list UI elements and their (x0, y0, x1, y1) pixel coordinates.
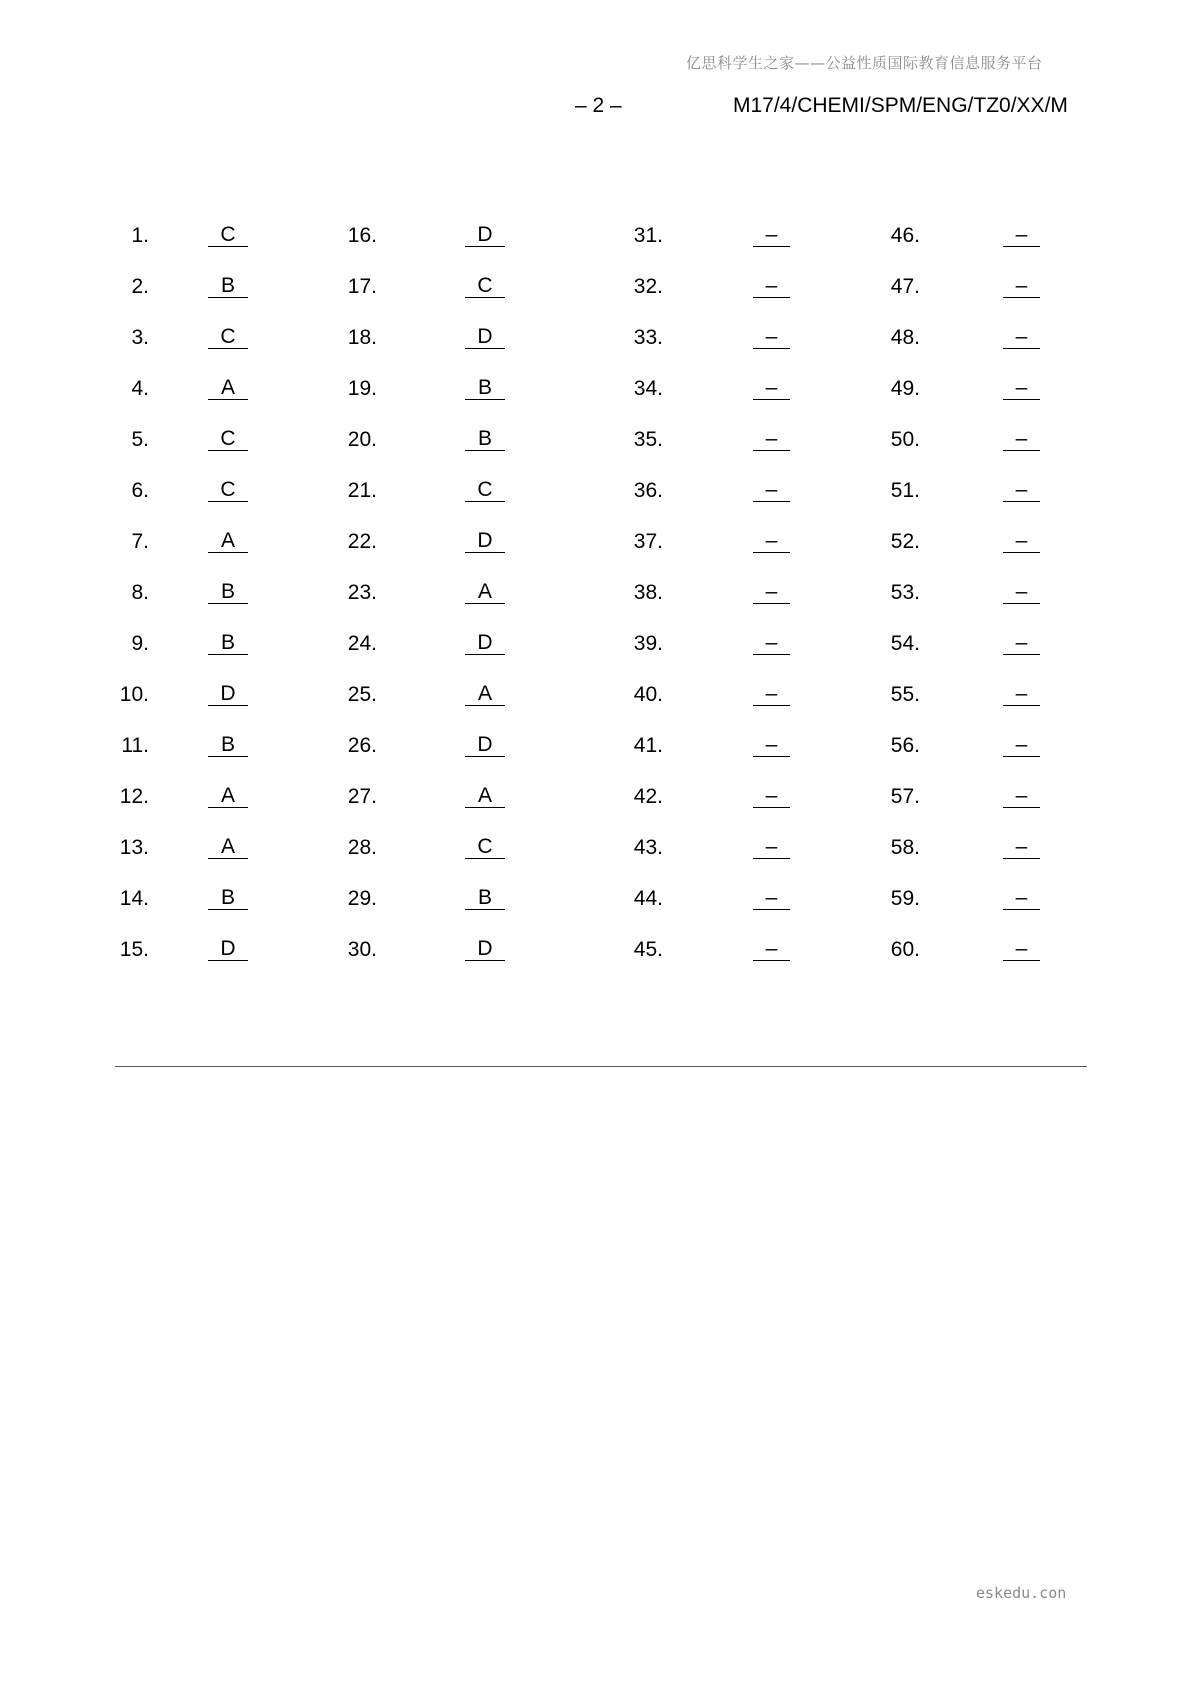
answer-key: – (753, 479, 790, 502)
answer-key: – (1003, 530, 1040, 553)
question-number: 53. (890, 581, 920, 604)
question-number: 31. (633, 224, 663, 247)
answer-key: D (465, 938, 505, 961)
question-number: 32. (633, 275, 663, 298)
question-number: 19. (347, 377, 377, 400)
question-number: 26. (347, 734, 377, 757)
question-number: 56. (890, 734, 920, 757)
answer-key: A (208, 377, 248, 400)
question-number: 4. (131, 377, 149, 400)
question-number: 39. (633, 632, 663, 655)
answer-key: – (1003, 887, 1040, 910)
answer-key: – (1003, 836, 1040, 859)
answer-key: – (753, 938, 790, 961)
answer-key: A (465, 581, 505, 604)
answer-key: A (208, 836, 248, 859)
answer-key: – (1003, 326, 1040, 349)
question-number: 2. (131, 275, 149, 298)
question-number: 50. (890, 428, 920, 451)
answer-key: – (753, 428, 790, 451)
answer-key: – (1003, 785, 1040, 808)
answer-key: – (753, 326, 790, 349)
answer-key: – (753, 734, 790, 757)
question-number: 18. (347, 326, 377, 349)
question-number: 30. (347, 938, 377, 961)
question-number: 29. (347, 887, 377, 910)
answer-key: – (1003, 224, 1040, 247)
answer-key: A (465, 785, 505, 808)
question-number: 17. (347, 275, 377, 298)
document-code: M17/4/CHEMI/SPM/ENG/TZ0/XX/M (733, 94, 1068, 117)
question-number: 33. (633, 326, 663, 349)
question-number: 7. (131, 530, 149, 553)
question-number: 34. (633, 377, 663, 400)
answer-key: D (465, 632, 505, 655)
answer-key: B (208, 734, 248, 757)
watermark-text: 亿思科学生之家——公益性质国际教育信息服务平台 (686, 54, 1043, 72)
question-number: 42. (633, 785, 663, 808)
question-number: 37. (633, 530, 663, 553)
answer-key: – (1003, 377, 1040, 400)
page-number: – 2 – (575, 94, 622, 117)
question-number: 3. (131, 326, 149, 349)
question-number: 11. (121, 734, 149, 757)
answer-key: C (465, 275, 505, 298)
answer-key: C (208, 224, 248, 247)
answer-key: B (208, 632, 248, 655)
answer-key: B (208, 581, 248, 604)
answer-key: – (1003, 428, 1040, 451)
question-number: 41. (633, 734, 663, 757)
answer-key: – (1003, 938, 1040, 961)
answer-key: – (753, 275, 790, 298)
question-number: 38. (633, 581, 663, 604)
answer-key: D (465, 530, 505, 553)
question-number: 24. (347, 632, 377, 655)
question-number: 40. (633, 683, 663, 706)
question-number: 21. (347, 479, 377, 502)
question-number: 13. (119, 836, 149, 859)
answer-key: C (465, 836, 505, 859)
question-number: 60. (890, 938, 920, 961)
question-number: 12. (119, 785, 149, 808)
answer-key: – (753, 530, 790, 553)
question-number: 8. (131, 581, 149, 604)
answer-key: D (208, 938, 248, 961)
answer-key: – (753, 887, 790, 910)
question-number: 1. (131, 224, 149, 247)
question-number: 23. (347, 581, 377, 604)
question-number: 6. (131, 479, 149, 502)
question-number: 25. (347, 683, 377, 706)
answer-key: C (465, 479, 505, 502)
question-number: 45. (633, 938, 663, 961)
question-number: 54. (890, 632, 920, 655)
question-number: 20. (347, 428, 377, 451)
answer-key: – (1003, 683, 1040, 706)
question-number: 55. (890, 683, 920, 706)
question-number: 15. (119, 938, 149, 961)
answer-key: B (465, 887, 505, 910)
question-number: 27. (347, 785, 377, 808)
question-number: 16. (347, 224, 377, 247)
horizontal-rule (115, 1066, 1087, 1067)
answer-key: A (208, 785, 248, 808)
question-number: 14. (119, 887, 149, 910)
answer-key: C (208, 326, 248, 349)
answer-key: A (208, 530, 248, 553)
answer-key: B (208, 275, 248, 298)
question-number: 47. (890, 275, 920, 298)
answer-key: B (465, 428, 505, 451)
answer-key: – (1003, 479, 1040, 502)
answer-key: – (753, 785, 790, 808)
answer-key: – (753, 836, 790, 859)
answer-key: C (208, 479, 248, 502)
footer-site: eskedu.con (976, 1584, 1067, 1602)
answer-key: A (465, 683, 505, 706)
question-number: 28. (347, 836, 377, 859)
answer-key: – (1003, 581, 1040, 604)
answer-key: – (753, 377, 790, 400)
question-number: 5. (131, 428, 149, 451)
answer-key: – (1003, 734, 1040, 757)
question-number: 10. (119, 683, 149, 706)
answer-key: C (208, 428, 248, 451)
question-number: 35. (633, 428, 663, 451)
question-number: 59. (890, 887, 920, 910)
question-number: 57. (890, 785, 920, 808)
answer-key: B (208, 887, 248, 910)
question-number: 49. (890, 377, 920, 400)
answer-key: – (753, 581, 790, 604)
question-number: 43. (633, 836, 663, 859)
answer-key: D (208, 683, 248, 706)
answer-key: – (1003, 275, 1040, 298)
question-number: 48. (890, 326, 920, 349)
question-number: 51. (890, 479, 920, 502)
question-number: 36. (633, 479, 663, 502)
answer-key: D (465, 734, 505, 757)
question-number: 9. (131, 632, 149, 655)
question-number: 58. (890, 836, 920, 859)
question-number: 44. (633, 887, 663, 910)
question-number: 46. (890, 224, 920, 247)
answer-key: – (753, 683, 790, 706)
question-number: 22. (347, 530, 377, 553)
answer-key: D (465, 224, 505, 247)
answer-key: B (465, 377, 505, 400)
question-number: 52. (890, 530, 920, 553)
answer-key: – (753, 632, 790, 655)
answer-key: – (753, 224, 790, 247)
answer-key: – (1003, 632, 1040, 655)
answer-key: D (465, 326, 505, 349)
